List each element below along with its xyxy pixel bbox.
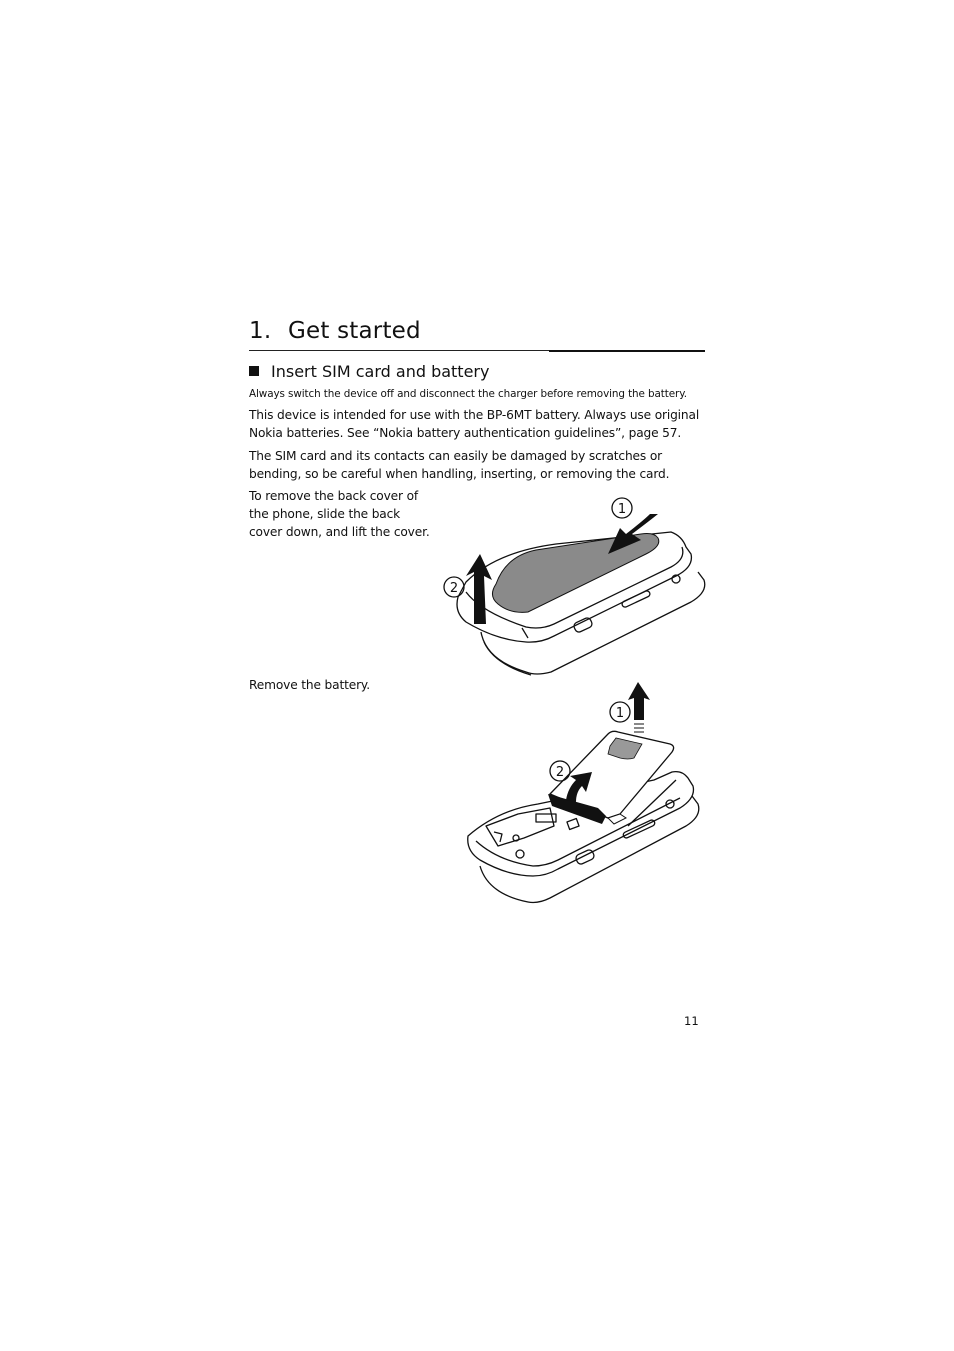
chapter-title-text: Get started (288, 318, 421, 344)
section-heading (249, 362, 489, 381)
svg-text:2: 2 (449, 581, 459, 596)
page-number: 11 (684, 1014, 699, 1028)
battery-paragraph: This device is intended for use with the BP-6MT battery. Always use original Nokia batteries. See “Nokia battery authentication guidelines”, page 57. (249, 408, 700, 440)
lift-up-arrow-icon (628, 682, 650, 720)
step-remove-cover-text: To remove the back cover of the phone, slide the back cover down, and lift the cover. (249, 489, 430, 539)
svg-text:1: 1 (617, 502, 627, 517)
back-cover-removal-illustration (436, 492, 711, 682)
warning-note: Always switch the device off and disconnect the charger before removing the battery. (249, 388, 687, 400)
step-remove-battery-text: Remove the battery. (249, 678, 370, 692)
sim-care-paragraph: The SIM card and its contacts can easily be damaged by scratches or bending, so be careful when handling, inserting, or removing the card. (249, 449, 670, 481)
battery-removal-illustration (458, 676, 706, 908)
chapter-title (249, 318, 705, 344)
square-bullet-icon (249, 366, 259, 376)
svg-text:1: 1 (615, 706, 625, 721)
chapter-number: 1. (249, 318, 272, 344)
chapter-rule-thin (249, 350, 549, 351)
svg-text:2: 2 (555, 765, 565, 780)
chapter-rule-thick (549, 350, 705, 352)
section-title-text: Insert SIM card and battery (271, 362, 490, 381)
